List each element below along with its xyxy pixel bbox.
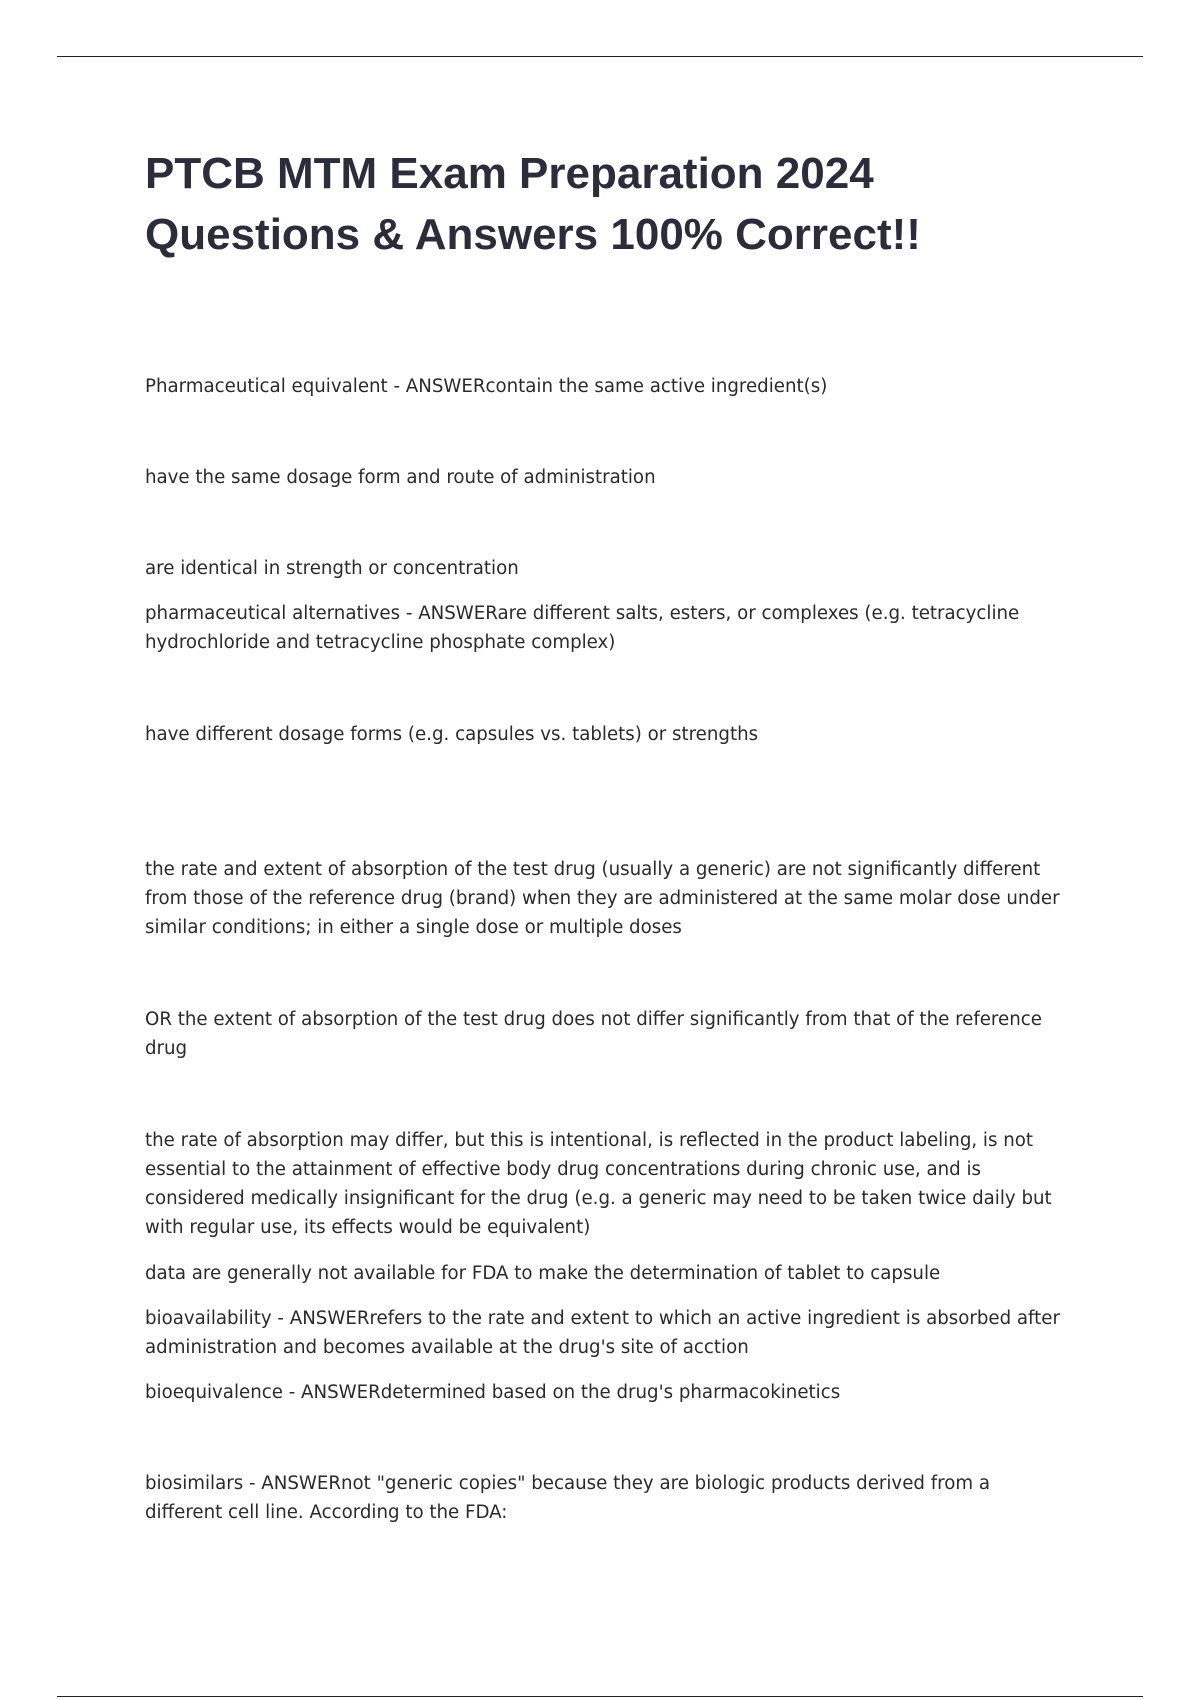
text-line: pharmaceutical alternatives - ANSWERare different salts, esters, or complexes (e.g. tetracycline [145, 603, 1020, 624]
header-rule [57, 56, 1143, 57]
paragraph-bioavailability [145, 1304, 1065, 1362]
paragraph [145, 554, 1065, 583]
text-line: have different dosage forms (e.g. capsules vs. tablets) or strengths [145, 724, 759, 745]
text-line: OR the extent of absorption of the test drug does not differ significantly from that of the reference [145, 1009, 1042, 1030]
text-line: from those of the reference drug (brand) when they are administered at the same molar dose under [145, 888, 1060, 909]
paragraph [145, 855, 1065, 942]
title-line: Questions & Answers 100% Correct!! [145, 210, 921, 259]
paragraph [145, 1005, 1065, 1063]
paragraph [145, 463, 1065, 492]
footer-rule [57, 1696, 1143, 1697]
text-line: essential to the attainment of effective body drug concentrations during chronic use, and is [145, 1159, 981, 1180]
text-line: are identical in strength or concentration [145, 558, 519, 579]
text-line: have the same dosage form and route of administration [145, 467, 656, 488]
text-line: considered medically insignificant for the drug (e.g. a generic may need to be taken twice daily but [145, 1188, 1052, 1209]
text-line: different cell line. According to the FDA: [145, 1502, 508, 1523]
text-line: hydrochloride and tetracycline phosphate complex) [145, 632, 616, 653]
paragraph [145, 720, 1065, 749]
text-line: bioequivalence - ANSWERdetermined based on the drug's pharmacokinetics [145, 1382, 841, 1403]
text-line: with regular use, its effects would be equivalent) [145, 1217, 591, 1238]
text-line: drug [145, 1038, 188, 1059]
paragraph-pharmaceutical-alternatives [145, 599, 1065, 657]
text-line: data are generally not available for FDA to make the determination of tablet to capsule [145, 1263, 941, 1284]
paragraph-bioequivalence [145, 1378, 1065, 1407]
text-line: administration and becomes available at the drug's site of acction [145, 1337, 749, 1358]
text-line: Pharmaceutical equivalent - ANSWERcontain the same active ingredient(s) [145, 376, 828, 397]
title-line: PTCB MTM Exam Preparation 2024 [145, 149, 874, 198]
text-line: the rate and extent of absorption of the test drug (usually a generic) are not significantly different [145, 859, 1041, 880]
document-title [145, 143, 1125, 265]
paragraph-biosimilars [145, 1469, 1065, 1527]
text-line: bioavailability - ANSWERrefers to the rate and extent to which an active ingredient is absorbed after [145, 1308, 1060, 1329]
paragraph [145, 1126, 1065, 1242]
paragraph [145, 1259, 1065, 1288]
text-line: similar conditions; in either a single dose or multiple doses [145, 917, 682, 938]
paragraph-pharmaceutical-equivalent [145, 372, 1065, 401]
text-line: the rate of absorption may differ, but this is intentional, is reflected in the product labeling, is not [145, 1130, 1034, 1151]
text-line: biosimilars - ANSWERnot "generic copies" because they are biologic products derived from a [145, 1473, 990, 1494]
